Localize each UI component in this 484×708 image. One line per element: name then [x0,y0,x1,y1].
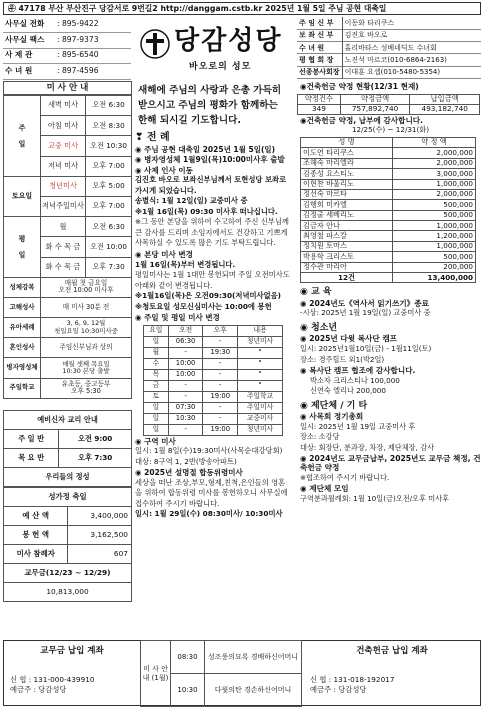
clergy-row: 선종봉사회장 이대훈 요셉(010-5480-5354) [297,66,481,78]
church-logo [134,17,294,79]
mass-guide-title: 미 사 안 내 [3,81,132,95]
donor-table: 성 명 약 정 액 이도연 타리쿠스 2,000,000 조해숙 마리엘라 2,000,000 김종성 요스티노 3,000,000 이현찬 바울리노 1,000,000 정선숙 마르타 2,000,000 김행희 미카엘 500,000 김정출 세베리노 500,000 김금자 안나 1,000,000 최영철 파스칼 1,200,000 정치원 토마스 1,000,000 박용학 크리스토 500,000 정수관 마리아 200,000 12건 13,400,000 [300,137,476,283]
table-row: 목 10:00 - " [144,369,283,380]
monthly-mass-table [140,640,302,707]
table-row: 김행희 미카엘 500,000 [301,200,476,210]
table-row: 월 - 19:30 " [144,347,283,358]
catechumen-table: 예비신자 교리 안내 주 일 반 오전 9:00 목 요 반 오후 7:30 우리들의 정성 [3,410,132,487]
section-title-youth: ◉ 청소년 [300,322,338,333]
mass-row: 토요일 청년미사 오후 5:00 [4,176,132,196]
contact-row: 수 녀 원 : 897-4596 [3,64,131,80]
section-title-education: ◉ 교 육 [300,287,332,298]
table-row: 일 10:30 - 교중미사 [144,413,283,424]
table-row: 김종성 요스티노 3,000,000 [301,169,476,179]
table-row: 박용학 크리스토 500,000 [301,252,476,262]
table-row: 일 06:30 - 청년미사 [144,336,283,347]
table-row: 10,813,000 [4,583,132,602]
mass-row: 교중 미사 오전 10:30 [4,136,132,156]
building-fund-title: ◉건축헌금 약정 현황(12/31 현재) [300,82,419,91]
table-row: 정선숙 마르타 2,000,000 [301,189,476,199]
table-row: 미사 참례자 607 [4,545,132,564]
table-row: 최영철 파스칼 1,200,000 [301,231,476,241]
liturgy-column: 새해에 주님의 사랑과 은총 가득히 받으시고 주님의 평화가 함께하는 한해 되시길 기도합니다. ❣ 전 례 ◉ 주님 공현 대축일 2025년 1월 5일(일) ◉ 병자영성체 1월9일(목)10:00미사후 출발 ◉ 사제 인사 이동 김진호 바오로 보좌신부님께서 토현성당 보좌로 가시게 되었습니다. 송별식: 1월 12일(일) 교중미사 중 ※1월 16일(목) 09:30 미사후 떠나십니다. ※그 동안 본당을 위하여 수고하여 주신 신부님께 큰 감사를 드리며 소임지에서도 건강하고 기쁘게 사목하실 수 있도록 많은 기도 부탁드립니다. ◉ 본당 미사 변경 1월 16일(목)부터 변경됩니다. 평일미사는 1월 1대만 봉헌되며 주일 오전미사도 아래와 같이 변경됩니다. ※1월16일(목)은 오전09:30(저녁미사없음) ※청토요일 성모신심미사는 10:00에 봉헌 ◉ 주일 및 평일 미사 변경 요일 오전 오후 내용 일 06:30 - 청년미사 월 - 19:30 " 수 10:00 - " 목 10:00 - " 금 - - " 토 - 19:00 주일학교 일 07:30 - 주일미사 일 10:30 - 교중미사 일 - 19:00 청년미사 ◉ 구역 미사 일시: 1월 8일(수)19:30미사(사목순대강당회) 대상: 8구역 1, 2반(방송아파트) ◉ 2025년 설명절 합동위령미사 세상을 떠난 조상,부모,형제,친척,은인들의 영혼을 위하여 합동위령 미사를 봉헌하오니 사무실에 접수하여 주시기 바랍니다. 일시: 1월 29일(수) 08:30미사/ 10:30미사 [135,81,292,636]
contact-row: 사무실 팩스 : 897-9373 [3,33,131,49]
group-label: 주 일 [4,96,41,177]
contact-row: 사무실 전화 : 895-9422 [3,17,131,33]
building-fund-table: 약정건수 약정금액 납입금액 349 757,892,740 493,182,740 [297,94,480,115]
account-footer [3,640,481,706]
table-row: 김정출 세베리노 500,000 [301,210,476,220]
table-row: 정수관 마리아 200,000 [301,262,476,272]
section-title-liturgy: ❣ 전 례 [135,132,170,143]
sacrament-row: 고해성사 매 미사 30분 전 [4,297,132,317]
table-row: 이현찬 바울리노 1,000,000 [301,179,476,189]
table-row: 예 산 액 3,400,000 [4,507,132,526]
sacrament-row: 유아세례 3, 6, 9, 12월 첫일요일 10:30미사중 [4,318,132,338]
new-year-greeting: 새해에 주님의 사랑과 은총 가득히 받으시고 주님의 평화가 함께하는 한해 되시길 기도합니다. [138,85,282,126]
sacrament-row: 병자영성체 매월 셋째 목요일 10:30 본당 출발 [4,358,132,378]
table-row: 주 일 반 오전 9:00 [4,430,132,449]
cross-emblem-icon [140,29,170,59]
group-label: 평 일 [4,217,41,278]
sacrament-row: 주일학교 유초등, 중고등부 오후 5:30 [4,378,132,398]
clergy-info [297,17,481,79]
table-row: 12건 13,400,000 [301,273,476,283]
group-label: 토요일 [4,176,41,216]
table-row: 조해숙 마리엘라 2,000,000 [301,158,476,168]
church-title: 당감성당 [174,26,283,56]
mass-row: 화 수 목 금 오전 10:00 [4,237,132,257]
clergy-row: 주 임 신 부 이동화 타리쿠스 [297,17,481,29]
office-contacts [3,17,131,80]
mass-change-table: 요일 오전 오후 내용 일 06:30 - 청년미사 월 - 19:30 " 수 10:00 - " 목 10:00 - " 금 - - " 토 - 19:00 주일학교 일 07:30 - 주일미사 일 10:30 - 교중미사 일 - 19:00 청년미사 [143,325,283,436]
table-row: 미 사 안 내 (1월) 08:30 성조풍의묘록 경배하신어머니 [141,641,302,674]
sacrament-row: 성체강복 매월 첫 금요일 오전 10:00 미사후 [4,277,132,297]
tithe-account-title: 교무금 납입 계좌 [40,646,104,656]
mass-row: 저녁 미사 오후 7:00 [4,156,132,176]
mass-row: 주 일 새벽 미사 오전 6:30 [4,96,132,116]
table-row: 수 10:00 - " [144,358,283,369]
table-row: 목 요 반 오후 7:30 [4,449,132,468]
clergy-row: 보 좌 신 부 김진호 바오로 [297,29,481,41]
mass-row: 평 일 월 오전 6:30 [4,217,132,237]
building-account-info: 신 협 : 131-018-192017 예금주 : 당감성당 [310,675,395,694]
mass-schedule-table [3,95,132,399]
table-row: 김금자 안나 1,000,000 [301,221,476,231]
table-row: 토 - 19:00 주일학교 [144,391,283,402]
offering-table: 성가정 축일 예 산 액 3,400,000 봉 헌 액 3,162,500 미사 참례자 607 교무금(12/23 ~ 12/29) 10,813,000 [3,487,132,602]
church-subtitle: 바오로의 성모 [189,62,252,72]
table-row: 교무금(12/23 ~ 12/29) [4,564,132,583]
table-row: 10:30 다윗의탄 경손하신어머니 [141,674,302,707]
table-row: 봉 헌 액 3,162,500 [4,526,132,545]
table-row: 금 - - " [144,380,283,391]
sacrament-row: 혼인성사 주임신부님과 상의 [4,338,132,358]
clergy-row: 수 녀 원 홀리바타스 성베네딕도 수녀회 [297,42,481,54]
clergy-row: 평 협 회 장 노진석 마르코(010-6864-2163) [297,54,481,66]
mass-row: 아침 미사 오전 8:30 [4,116,132,136]
news-column: ◉건축헌금 약정 현황(12/31 현재) 약정건수 약정금액 납입금액 349 757,892,740 493,182,740 ◉건축헌금 약정, 납부에 감사합니다. 12/25(수) ~ 12/31(화) 성 명 약 정 액 이도연 타리쿠스 2,000,000 조해숙 마리엘라 2,000,000 김종성 요스티노 3,000,000 이현찬 바울리노 1,000,000 정선숙 마르타 2,000,000 김행희 미카엘 500,000 김정출 세베리노 500,000 김금자 안나 1,000,000 최영철 파스칼 1,200,000 정치원 토마스 1,000,000 박용학 크리스토 500,000 정수관 마리아 200,000 12건 13,400,000 ◉ 교 육 ◉ 2024년도《역사서 읽기쓰기》종료 -시상: 2025년 1월 19일(일) 교중미사 중 ◉ 청소년 ◉ 2025년 다윗 복사단 캠프 일시: 2025년1월10일(금) - 1월11일(토) 장소: 경주힐드 외1(박2일) ◉ 복사단 캠프 협조에 감사합니다. 박소자 크리스티나 100,000 신연숙 엘리나 200,000 ◉ 제단체 / 기 타 ◉ 사목회 정기총회 일시: 2025년 1월 19일 교중미사 후 장소: 소강당 대상: 회장단, 분과장, 차장, 제단체장, 감사 ◉ 2024년도 교무금납부, 2025년도 교무금 책정, 건축헌금 약정 ※협조하여 주시기 바랍니다. ◉ 제단체 모임 구역분과월례회: 1월 10일(금)오전/오후 미사후 [296,81,481,636]
mass-row: 화 수 목 금 오후 7:30 [4,257,132,277]
table-row: 일 07:30 - 주일미사 [144,402,283,413]
table-row: 이도연 타리쿠스 2,000,000 [301,148,476,158]
mass-row: 저녁주일미사 오후 7:00 [4,196,132,216]
section-title-groups: ◉ 제단체 / 기 타 [300,400,368,411]
table-row: 일 - 19:00 청년미사 [144,424,283,435]
building-account-title: 건축헌금 납입 계좌 [356,646,428,656]
table-row: 349 757,892,740 493,182,740 [298,104,480,114]
tithe-account-info: 신 협 : 131-000-439910 예금주 : 당감성당 [10,675,95,694]
contact-row: 사 제 관 : 895-6540 [3,48,131,64]
table-row: 정치원 토마스 1,000,000 [301,241,476,251]
top-address-bar: ㉾ 47178 부산 부산진구 당감서로 9번길2 http://danggam.cstb.kr 2025년 1월 5일 주님 공현 대축일 [3,2,481,15]
